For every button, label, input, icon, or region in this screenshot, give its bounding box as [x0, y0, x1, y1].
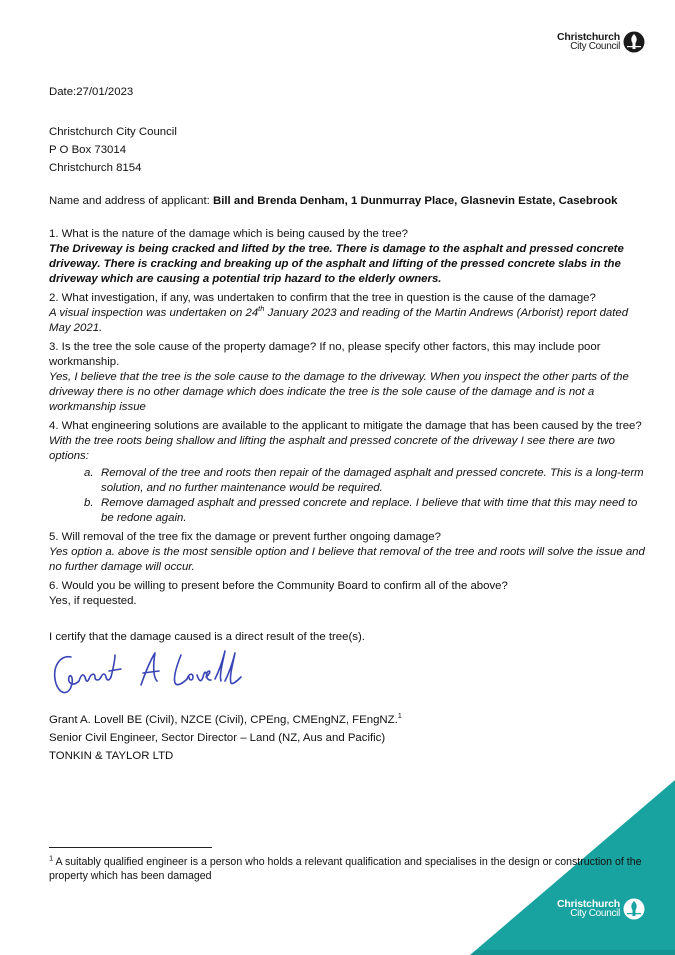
- option-text: Remove damaged asphalt and pressed concrete and replace. I believe that with time that this may need to be redone again.: [101, 497, 638, 524]
- footnote: [49, 855, 649, 883]
- option-marker: a.: [84, 467, 94, 479]
- signatory-name: [49, 711, 649, 729]
- council-logo-header: [557, 31, 645, 53]
- council-emblem-icon: [623, 898, 645, 920]
- logo-wordmark: [557, 899, 620, 919]
- answer-1: The Driveway is being cracked and lifted by the tree. There is damage to the asphalt and pressed concrete driveway. There is cracking and breaking up of the asphalt and lifting of the pressed concrete slabs in the driveway which are causing a potential trip hazard to the elderly owners.: [49, 243, 624, 285]
- logo-line1: Christchurch: [557, 898, 620, 910]
- recipient-address: [49, 123, 649, 177]
- applicant-label: Name and address of applicant:: [49, 195, 213, 207]
- signatory-title: Senior Civil Engineer, Sector Director – Land (NZ, Aus and Pacific): [49, 732, 386, 744]
- footnote-text: A suitably qualified engineer is a person who holds a relevant qualification and specialises in the design or construction of the property which has been damaged: [49, 856, 642, 882]
- answer-2-text-cont: January 2023 and reading of the Martin Andrews (Arborist) report dated May 2021.: [49, 307, 629, 334]
- recipient-line: P O Box 73014: [49, 144, 127, 156]
- logo-line2: City Council: [570, 908, 620, 919]
- signature-image: [49, 647, 649, 705]
- logo-line1: Christchurch: [557, 31, 620, 43]
- question-3: 3. Is the tree the sole cause of the property damage? If no, please specify other factors, this may include poor workmanship.: [49, 341, 601, 368]
- answer-2-ordinal: th: [258, 304, 265, 314]
- question-4: 4. What engineering solutions are available to the applicant to mitigate the damage that has been caused by the tree?: [49, 420, 642, 432]
- logo-wordmark: [557, 32, 620, 52]
- answer-3: Yes, I believe that the tree is the sole cause to the damage to the driveway. When you inspect the other parts of the driveway there is no other damage which does indicate the tree is the sole cause of the damage and is not a workmanship issue: [49, 371, 629, 413]
- recipient-line: Christchurch 8154: [49, 162, 142, 174]
- answer-4: With the tree roots being shallow and lifting the asphalt and pressed concrete of the driveway I see there are two options:: [49, 435, 615, 462]
- option-marker: b.: [84, 497, 94, 509]
- answer-5: Yes option a. above is the most sensible option and I believe that removal of the tree and roots will solve the issue and no further damage will occur.: [49, 546, 645, 573]
- letter-date: Date:27/01/2023: [49, 86, 134, 98]
- list-item: [84, 496, 649, 526]
- footnote-ref: 1: [397, 711, 402, 721]
- footnote-marker: 1: [49, 853, 54, 863]
- question-1: 1. What is the nature of the damage which is being caused by the tree?: [49, 228, 409, 240]
- footnote-divider: [49, 847, 212, 848]
- letter-body: [49, 85, 649, 765]
- answer-2-text: A visual inspection was undertaken on 24: [49, 307, 259, 319]
- option-text: Removal of the tree and roots then repair of the damaged asphalt and pressed concrete. This is a long-term solution, and no further maintenance would be required.: [101, 467, 644, 494]
- list-item: [84, 466, 649, 496]
- certification-statement: I certify that the damage caused is a direct result of the tree(s).: [49, 631, 365, 643]
- question-5: 5. Will removal of the tree fix the damage or prevent further ongoing damage?: [49, 531, 441, 543]
- question-2: 2. What investigation, if any, was undertaken to confirm that the tree in question is the cause of the damage?: [49, 292, 596, 304]
- answer-6: Yes, if requested.: [49, 595, 137, 607]
- council-emblem-icon: [623, 31, 645, 53]
- handwritten-signature: [49, 647, 249, 705]
- logo-line2: City Council: [570, 41, 620, 52]
- council-logo-footer: [557, 898, 645, 920]
- option-list: [49, 466, 649, 526]
- applicant-value: Bill and Brenda Denham, 1 Dunmurray Place, Glasnevin Estate, Casebrook: [213, 195, 618, 207]
- signatory-company: TONKIN & TAYLOR LTD: [49, 750, 174, 762]
- recipient-line: Christchurch City Council: [49, 126, 177, 138]
- answer-2: [49, 306, 649, 336]
- applicant-line: [49, 194, 649, 209]
- question-6: 6. Would you be willing to present before the Community Board to confirm all of the above?: [49, 580, 508, 592]
- signatory-details: [49, 711, 649, 765]
- signatory-credentials: Grant A. Lovell BE (Civil), NZCE (Civil), CPEng, CMEngNZ, FEngNZ.: [49, 714, 398, 726]
